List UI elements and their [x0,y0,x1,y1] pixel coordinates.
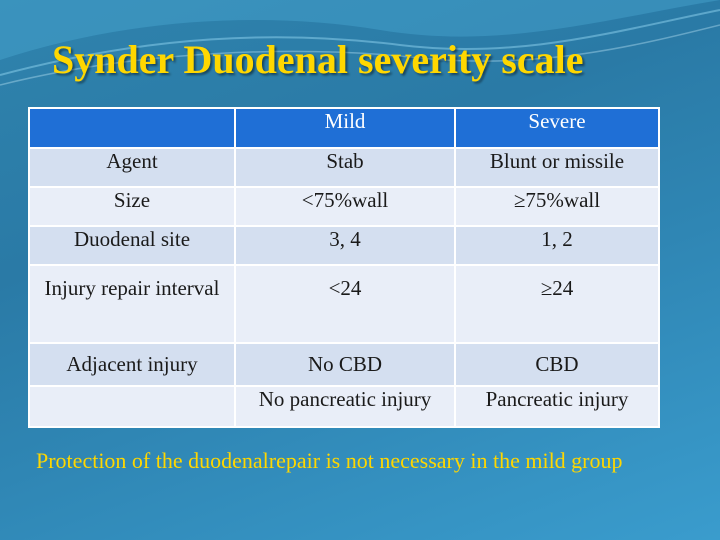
mild-cell: No pancreatic injury [235,386,455,427]
mild-cell: 3, 4 [235,226,455,265]
table-header-blank [29,108,235,148]
severe-cell: Blunt or missile [455,148,659,187]
mild-cell: <75%wall [235,187,455,226]
row-label [29,386,235,427]
severe-cell: 1, 2 [455,226,659,265]
table-row [29,187,659,226]
mild-cell: No CBD [235,343,455,386]
row-label: Size [29,187,235,226]
mild-cell: Stab [235,148,455,187]
table-row [29,386,659,427]
row-label: Duodenal site [29,226,235,265]
table-header-row [29,108,659,148]
severe-cell: ≥24 [455,265,659,343]
severe-cell: ≥75%wall [455,187,659,226]
table-row [29,265,659,343]
table-row [29,343,659,386]
table-row [29,148,659,187]
table-header-mild: Mild [235,108,455,148]
row-label: Injury repair interval [29,265,235,343]
page-title: Synder Duodenal severity scale [52,37,584,82]
severe-cell: CBD [455,343,659,386]
table-header-severe: Severe [455,108,659,148]
row-label: Agent [29,148,235,187]
severity-table [28,107,660,428]
table-row [29,226,659,265]
row-label: Adjacent injury [29,343,235,386]
mild-cell: <24 [235,265,455,343]
footnote-text: Protection of the duodenalrepair is not necessary in the mild group [36,448,623,473]
severe-cell: Pancreatic injury [455,386,659,427]
